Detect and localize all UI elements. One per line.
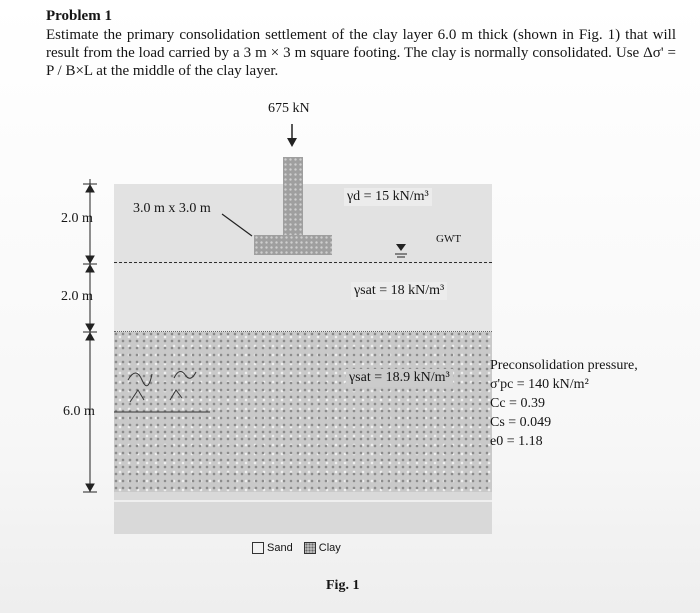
- preconsolidation-value: σ'pc = 140 kN/m²: [490, 377, 589, 392]
- dim-label-3: 6.0 m: [63, 404, 95, 419]
- dim-label-1: 2.0 m: [61, 211, 93, 226]
- clay-swatch-icon: [304, 542, 316, 554]
- figure-legend: [252, 542, 349, 557]
- gamma-sat-sand-label: γsat = 18 kN/m³: [351, 282, 447, 300]
- gamma-d-label: γd = 15 kN/m³: [344, 188, 432, 206]
- clay-properties: [490, 356, 638, 451]
- swell-index: Cs = 0.049: [490, 415, 552, 430]
- mid-clay-sketch: [114, 371, 210, 412]
- dim-label-2: 2.0 m: [61, 289, 93, 304]
- compression-index: Cc = 0.39: [490, 396, 545, 411]
- legend-sand: [252, 542, 293, 554]
- gwt-label: GWT: [436, 233, 462, 245]
- figure-caption: Fig. 1: [326, 578, 360, 593]
- gamma-sat-clay-label: γsat = 18.9 kN/m³: [346, 369, 453, 387]
- void-ratio: e0 = 1.18: [490, 434, 543, 449]
- sand-swatch-icon: [252, 542, 264, 554]
- footing-leader-line: [222, 214, 252, 236]
- preconsolidation-label: Preconsolidation pressure,: [490, 358, 638, 373]
- load-label: 675 kN: [268, 101, 310, 116]
- footing-size-label: 3.0 m x 3.0 m: [133, 201, 211, 216]
- problem-title: Problem 1: [46, 8, 112, 24]
- legend-clay-label: Clay: [318, 542, 341, 554]
- legend-sand-label: Sand: [267, 542, 293, 554]
- legend-clay: [304, 542, 341, 554]
- load-arrow: [287, 124, 297, 147]
- gwt-triangle-icon: [395, 244, 407, 257]
- problem-text: Estimate the primary consolidation settlement of the clay layer 6.0 m thick (shown in Fig. 1) that will result from the load carried by a 3 m × 3 m square footing. The clay is normally consolidated. Use Δσ' = P / B×L at the middle of the clay layer.: [46, 27, 676, 79]
